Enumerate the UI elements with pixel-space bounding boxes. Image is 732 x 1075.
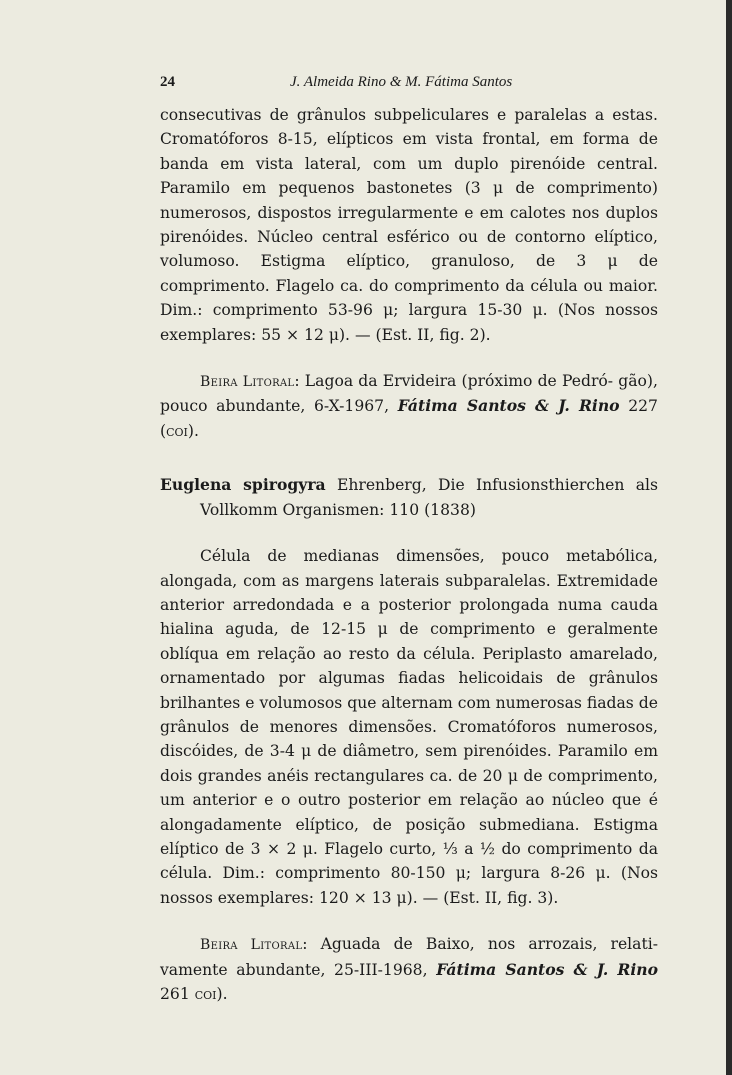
page-number: 24 (160, 74, 175, 90)
locality-end: ). (187, 421, 199, 440)
species-heading (160, 473, 658, 522)
spacer (160, 522, 658, 544)
spacer (160, 910, 658, 932)
herbarium-code: coi (166, 421, 188, 440)
description-paragraph-1: consecutivas de grânulos subpeliculares e paralelas a estas. Cromatóforos 8-15, elípticos em vista frontal, em forma de banda em vista lateral, com um duplo pirenóide central. Paramilo em pequenos bastonetes (3 μ de comprimento) numerosos, dispostos irregularmente e em calotes nos duplos pirenóides. Núcleo central esférico ou de contorno elíptico, volumoso. Estigma elíptico, granuloso, de 3 μ de comprimento. Flagelo ca. do comprimento da célula ou maior. Dim.: comprimento 53-96 μ; largura 15-30 μ. (Nos nossos exemplares: 55 × 12 μ). — (Est. II, fig. 2). (160, 106, 658, 344)
region-name: Beira Litoral (200, 937, 303, 954)
collectors: Fátima Santos & J. Rino (436, 959, 659, 979)
page-body (160, 103, 658, 1006)
species-name: Euglena spirogyra (160, 475, 326, 495)
locality-text: : Lagoa da Ervideira (próximo de Pedró- (294, 372, 614, 391)
locality-text-cont: vamente abundante, 25-III-1968, (160, 960, 437, 979)
spacer (160, 347, 658, 369)
spacer (160, 443, 658, 473)
collectors: Fátima Santos & J. Rino (397, 396, 620, 416)
species-citation: Ehrenberg, Die Infusionsthierchen als Vollkomm Organismen: 110 (1838) (200, 476, 658, 519)
locality-text: : Aguada de Baixo, nos arrozais, relati- (302, 935, 658, 954)
description-paragraph-2: Célula de medianas dimensões, pouco metabólica, alongada, com as margens laterais subparalelas. Extremidade anterior arredondada e a posterior prolongada numa cauda hialina aguda, de 12-15 μ de comprimento e geralmente oblíqua em relação ao resto da célula. Periplasto amarelado, ornamentado por algumas fiadas helicoidais de grânulos brilhantes e volumosos que alternam com numerosas fiadas de grânulos de menores dimensões. Cromatóforos numerosos, discóides, de 3-4 μ de diâmetro, sem pirenóides. Paramilo em dois grandes anéis rectangulares ca. de 20 μ de comprimento, um anterior e o outro posterior em relação ao núcleo que é alongadamente elíptico, de posição submediana. Estigma elíptico de 3 × 2 μ. Flagelo curto, ⅓ a ½ do comprimento da célula. Dim.: comprimento 80-150 μ; largura 8-26 μ. (Nos nossos exemplares: 120 × 13 μ). — (Est. II, fig. 3). (160, 547, 658, 907)
running-head: J. Almeida Rino & M. Fátima Santos (290, 74, 513, 90)
locality-paragraph-1 (160, 369, 658, 443)
region-name: Beira Litoral (200, 374, 295, 391)
page-edge (726, 0, 732, 1075)
collection-number: 261 (160, 985, 195, 1003)
locality-end: ). (216, 985, 228, 1003)
collection-number: 227 ( (160, 397, 658, 440)
herbarium-code: coi (194, 985, 217, 1003)
locality-paragraph-2 (160, 932, 658, 1006)
locality-text-cont: gão), pouco abundante, 6-X-1967, (160, 372, 658, 416)
page-header (160, 74, 660, 94)
